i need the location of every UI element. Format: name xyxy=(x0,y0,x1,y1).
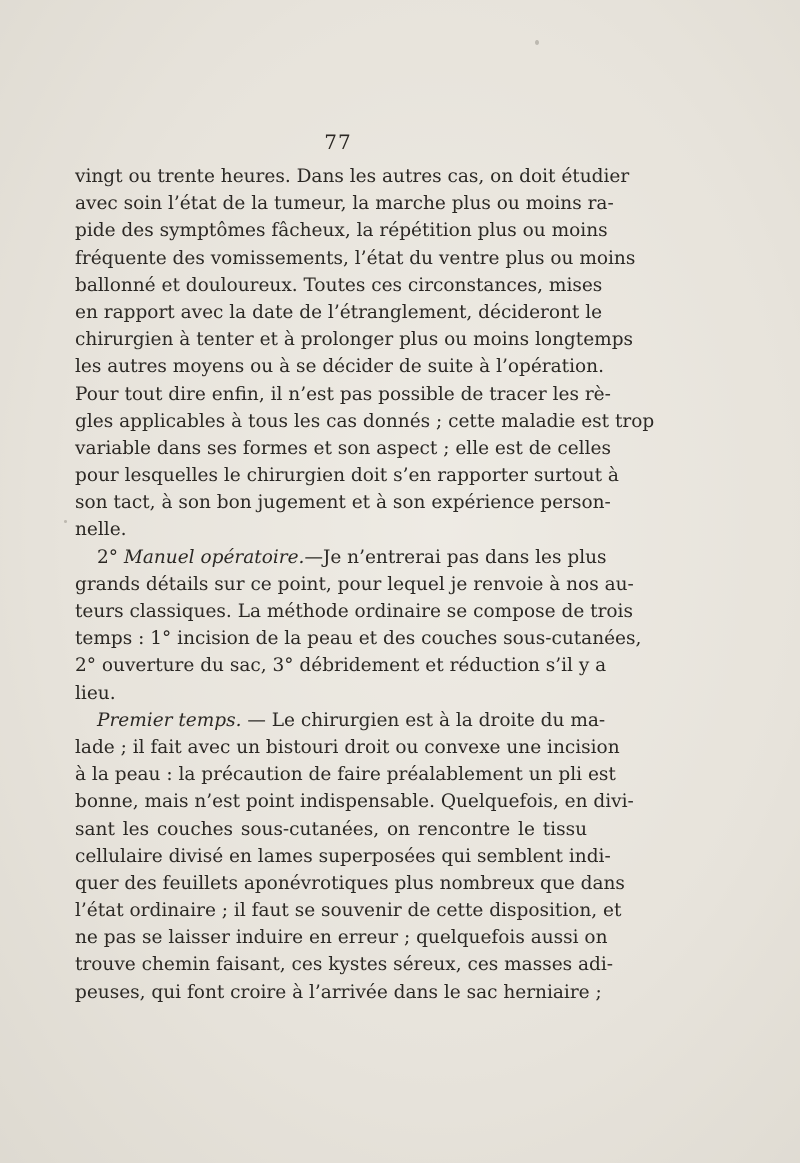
text-line: fréquente des vomissements, l’état du ventre plus ou moins xyxy=(75,247,636,269)
section-heading-manuel-operatoire: Manuel opératoire. xyxy=(123,546,305,568)
paper-speck xyxy=(64,520,67,523)
text-line: pour lesquelles le chirurgien doit s’en rapporter surtout à xyxy=(75,465,619,487)
text-line: l’état ordinaire ; il faut se souvenir de cette disposition, et xyxy=(75,900,622,922)
text-line: nelle. xyxy=(75,519,127,541)
text-line: variable dans ses formes et son aspect ; elle est de celles xyxy=(75,437,611,459)
page-number: 77 xyxy=(324,130,352,154)
text-line: bonne, mais n’est point indispensable. Quelquefois, en divi- xyxy=(75,791,634,813)
text-line: gles applicables à tous les cas donnés ; cette maladie est trop xyxy=(75,410,655,432)
text-line: avec soin l’état de la tumeur, la marche plus ou moins ra- xyxy=(75,193,614,215)
text-line: sant les couches sous-cutanées, on rencontre le tissu xyxy=(75,818,587,840)
page-body xyxy=(75,163,655,1006)
text-line: les autres moyens ou à se décider de suite à l’opération. xyxy=(75,356,604,378)
text-line: son tact, à son bon jugement et à son expérience person- xyxy=(75,492,611,514)
text-line: cellulaire divisé en lames superposées qui semblent indi- xyxy=(75,845,611,867)
section-premier-temps-first-line xyxy=(75,707,606,734)
section-number: 2° xyxy=(97,546,119,568)
text-line: quer des feuillets aponévrotiques plus nombreux que dans xyxy=(75,872,625,894)
text-line: ne pas se laisser induire en erreur ; quelquefois aussi on xyxy=(75,927,608,949)
text-line: peuses, qui font croire à l’arrivée dans le sac herniaire ; xyxy=(75,981,602,1003)
text-line: teurs classiques. La méthode ordinaire se compose de trois xyxy=(75,601,633,622)
section-manuel-operatoire-first-line xyxy=(75,544,607,571)
text-line: Pour tout dire enfin, il n’est pas possible de tracer les rè- xyxy=(75,383,611,405)
paper-speck xyxy=(535,40,539,45)
text-line: trouve chemin faisant, ces kystes séreux, ces masses adi- xyxy=(75,954,614,976)
text-line: chirurgien à tenter et à prolonger plus ou moins longtemps xyxy=(75,329,634,351)
text-line: pide des symptômes fâcheux, la répétition plus ou moins xyxy=(75,220,608,242)
text-line: à la peau : la précaution de faire préalablement un pli est xyxy=(75,764,616,786)
text-line: en rapport avec la date de l’étranglement, décideront le xyxy=(75,301,603,323)
section-heading-premier-temps: Premier temps. xyxy=(97,709,242,731)
text-run: —Je n’entrerai pas dans les plus xyxy=(304,546,607,568)
text-line: vingt ou trente heures. Dans les autres cas, on doit étudier xyxy=(75,166,630,187)
text-line: lieu. xyxy=(75,682,116,704)
text-line: lade ; il fait avec un bistouri droit ou convexe une incision xyxy=(75,736,620,758)
text-line: 2° ouverture du sac, 3° débridement et réduction s’il y a xyxy=(75,655,607,677)
text-line: temps : 1° incision de la peau et des couches sous-cutanées, xyxy=(75,628,642,650)
text-line: grands détails sur ce point, pour lequel je renvoie à nos au- xyxy=(75,573,634,595)
text-line: ballonné et douloureux. Toutes ces circonstances, mises xyxy=(75,274,603,296)
text-run: — Le chirurgien est à la droite du ma- xyxy=(241,709,606,731)
